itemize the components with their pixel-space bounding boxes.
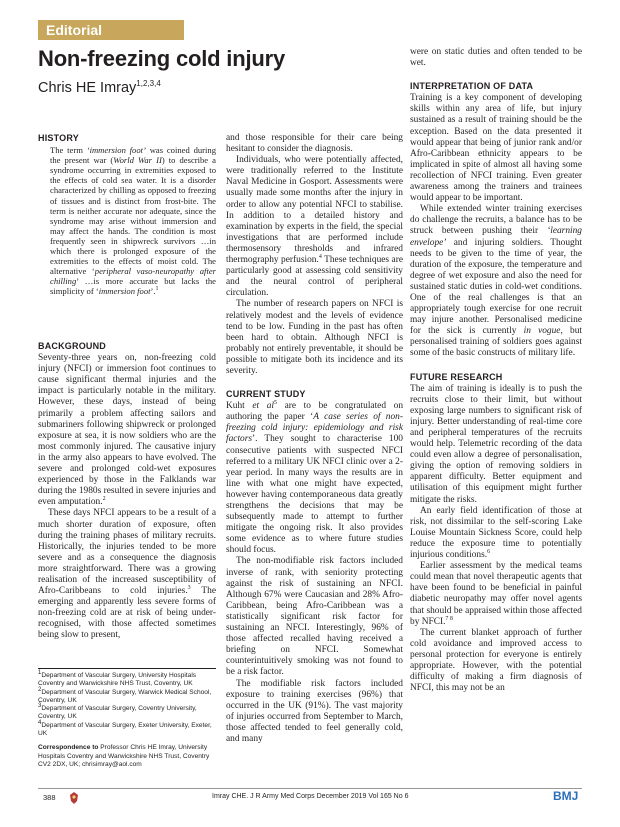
page-number: 388 <box>43 793 56 802</box>
current-study-paragraph: Kuht et $al^5$ are to be congratulated on authoring the paper ‘A case series of non-freezing cold injury: epidemiology and risk factors’. They sought to characterise 100 consecutive patients with suspected NFCI referred to a military UK NFCI clinic over a 2-year period. In many ways the results are in line with what one might have expected, however having contemporaneous data greatly strengthens the decisions that may be subsequently made to attempt to further mitigate the ongoing risk. It also provides some evidence as to where future studies should focus. <box>226 400 404 556</box>
future-research-heading: FUTURE RESEARCH <box>410 371 503 382</box>
history-quote: The term ‘immersion foot’ was coined during the present war (World War II) to describe a syndrome occurring in extremities exposed to the effects of cold sea water. It is a disorder characterized by chilling as opposed to freezing of tissues and is distinct from frost-bite. The term is neither accurate nor adequate, since the syndrome may arise without immersion and may affect the hands. The condition is most frequently seen in shipwreck survivors …in which there is prolonged exposure of the extremities to the effects of moist cold. The alternative ‘peripheral vaso-neuropathy after chilling’ …is more accurate but lacks the simplicity of ‘immersion foot’.$^1$ <box>50 145 217 297</box>
current-study-heading: CURRENT STUDY <box>226 389 306 400</box>
article-title: Non-freezing cold injury <box>38 46 285 71</box>
interpretation-paragraph-1: Training is a key component of developing skills within any area of life, but injury sustained as a result of training should be the exception. Based on the data presented it would appear that being of junior rank and/or Afro-Caribbean ethnicity appears to be implicated in spite of almost all having some recollection of NFCI training. Even greater awareness among the trainers and trainees would appear to be important. <box>410 93 582 204</box>
modifiable-risk-paragraph: The modifiable risk factors included exposure to training exercises (96%) that occurred in the UK (91%). The vast majority of injuries occurred from September to March, those affected tended to feel generally cold, and many <box>226 678 403 744</box>
bmj-logo: BMJ <box>553 789 579 803</box>
reference-link[interactable]: 2 <box>102 496 106 503</box>
footnote-divider <box>38 668 216 669</box>
column-3 <box>410 47 582 694</box>
section-tag: Editorial <box>38 20 184 40</box>
footnote-3: $^3$Department of Vascular Surgery, Coventry University, Coventry, UK <box>38 703 197 721</box>
background-heading: BACKGROUND <box>38 341 106 351</box>
interpretation-heading: INTERPRETATION OF DATA <box>410 81 534 92</box>
future-paragraph-3: Earlier assessment by the medical teams could mean that novel therapeutic agents that have been found to be beneficial in painful diabetic neuropathy may offer novel agents that should be appraised within those affected by NFCI.$^{7 8}$ <box>410 561 582 627</box>
future-paragraph-1: The aim of training is ideally is to push the recruits close to their limit, but without exposing large numbers to significant risk of injury. Better understanding of real-time core and peripheral temperatures of the recruits would help. Telemetric recording of the data could even allow a degree of personalisation, giving the option of removing soldiers in apparent difficulty. Better equipment and utilisation of this equipment might further mitigate the risks. <box>410 383 582 505</box>
author-name: Chris HE Imray <box>38 80 137 96</box>
background-section <box>38 341 216 642</box>
background-paragraph-cont: and those responsible for their care being hesitant to consider the diagnosis. <box>226 133 403 155</box>
footnote-4: $^4$Department of Vascular Surgery, Exeter University, Exeter, UK <box>38 719 212 738</box>
reference-link[interactable]: 5 <box>274 400 278 407</box>
gosport-paragraph: Individuals, who were potentially affected, were traditionally referred to the Institute Naval Medicine in Gosport. Assessments were usually made some months after the injury in order to allow any potential NFCI to stabilise. In addition to a detailed history and examination by experts in the field, the special investigations that are performed include thermosensory thresholds and infrared thermography perfusion.$^4$ These techniques are particularly good at assessing cold sensitivity and the neural control of peripheral circulation. <box>226 155 403 299</box>
modifiable-risk-cont: were on static duties and often tended to be wet. <box>410 47 582 69</box>
affiliations-footnotes <box>38 669 216 769</box>
footer-divider <box>38 788 582 789</box>
correspondence[interactable]: Correspondence to Professor Chris HE Imray, University Hospitals Coventry and Warwickshire NHS Trust, Coventry CV2 2DX, UK; chrisimray@aol.com <box>38 744 210 768</box>
interpretation-paragraph-2: While extended winter training exercises do challenge the recruits, a balance has to be struck between pushing their ‘learning envelope’ and injuring soldiers. Thought needs to be given to the time of year, the duration of the exposure, the temperature and degree of wet exposure and also the need for sustained static duties in cold-wet conditions. One of the real challenges is that an appropriately tough exercise for one recruit may injure another. Personalised medicine for the sick is currently in vogue, but personalised training of soldiers goes against some of the basic constructs of military life. <box>410 204 583 359</box>
reference-link[interactable]: 4 <box>318 253 322 260</box>
footnote-1: $^1$Department of Vascular Surgery, University Hospitals Coventry and Warwickshire NHS Trust, Coventry, UK <box>38 669 197 688</box>
reference-link[interactable]: 3 <box>187 584 191 591</box>
footnote-2: $^2$Department of Vascular Surgery, Warwick Medical School, Coventry, UK <box>38 686 212 704</box>
history-section <box>38 133 216 297</box>
author-affiliations: 1,2,3,4 <box>136 79 161 89</box>
reference-link[interactable]: 6 <box>487 548 491 555</box>
background-paragraph-2: These days NFCI appears to be a result of a much shorter duration of exposure, often during the training phases of military recruits. Historically, the injuries tended to be more severe and as a consequence the diagnosis more straightforward. There was a growing realisation of the increased susceptibility of Afro-Caribbeans to cold injuries.$^3$ The emerging and apparently less severe forms of non-freezing cold are at risk of being under-recognised, with those affected sometimes being slow to present, <box>38 508 216 641</box>
future-paragraph-4: The current blanket approach of further cold avoidance and improved access to personal protection for everyone is entirely appropriate. However, with the potential difficulty of making a firm diagnosis of NFCI, this may not be an <box>410 627 582 694</box>
research-paragraph: The number of research papers on NFCI is relatively modest and the levels of evidence tend to be low. Funding in the past has often been hard to obtain. Although NFCI is probably not entirely preventable, it should be possible to mitigate both its incidence and its severity. <box>226 299 403 376</box>
reference-link[interactable]: 7 8 <box>445 615 453 622</box>
army-crest-icon <box>70 792 78 804</box>
journal-citation: Imray CHE. J R Army Med Corps December 2019 Vol 165 No 6 <box>212 793 409 800</box>
background-paragraph-1: Seventy-three years on, non-freezing cold injury (NFCI) or immersion foot continues to cause significant thermal injuries and the impact is particularly notable in the military. However, these days, instead of being primarily a problem affecting sailors and submariners following shipwreck or prolonged exposure at sea, it is now soldiers who are the most commonly injured. The causative injury in the army also appears to have evolved. The severe and prolonged cold-wet exposures experienced by those in the Falklands war during the 1980s resulted in severe injuries and even amputation.$^2$ <box>38 353 216 508</box>
column-2 <box>226 133 403 745</box>
history-heading: HISTORY <box>38 133 79 143</box>
author-line[interactable] <box>38 80 161 96</box>
future-paragraph-2: An early field identification of those at risk, not dissimilar to the self-scoring Lake Louise Mountain Sickness Score, could help reduce the exposure time to potentially injurious conditions.$^6$ <box>410 505 582 561</box>
risk-factors-paragraph: The non-modifiable risk factors included inverse of rank, with seniority protecting against the risk of sustaining an NFCI. Although 67% were Caucasian and 28% Afro-Caribbean, being Afro-Caribbean was a statistically significant risk factor for sustaining an NFCI. Interestingly, 96% of those affected recalled having received a briefing on NFCI. Somewhat counterintuitively smoking was not found to be a risk factor. <box>226 556 403 678</box>
